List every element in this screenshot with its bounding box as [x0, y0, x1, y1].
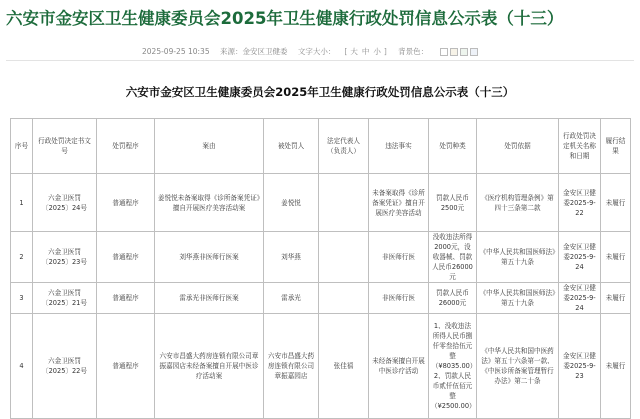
table-cell: 普通程序 [97, 314, 155, 419]
font-size-control: 文字大小： [ 大 中 小 ] [297, 47, 387, 56]
font-size-large[interactable]: 大 [350, 47, 358, 56]
font-size-medium[interactable]: 中 [361, 47, 370, 56]
table-cell [319, 283, 369, 314]
table-cell: 六安市昌盛大药房连锁有限公司章振嘉园店未经备案擅自开展中医诊疗活动案 [155, 314, 264, 419]
penalty-table [10, 118, 631, 419]
table-cell: 未履行 [601, 314, 631, 419]
table-cell: 未履行 [601, 232, 631, 283]
font-size-label: 文字大小： [297, 47, 336, 56]
divider [6, 60, 634, 61]
table-cell: 六金卫医罚〔2025〕22号 [33, 314, 97, 419]
article-title: 六安市金安区卫生健康委员会2025年卫生健康行政处罚信息公示表（十三） [6, 9, 564, 28]
document-title: 六安市金安区卫生健康委员会2025年卫生健康行政处罚信息公示表（十三） [125, 85, 515, 99]
col-header: 法定代表人（负责人） [319, 119, 369, 174]
table-cell: 《医疗机构管理条例》第四十三条第二款 [477, 174, 559, 232]
table-cell: 金安区卫健委2025-9-24 [559, 283, 601, 314]
table-cell: 未备案取得《诊所备案凭证》擅自开展医疗美容活动 [369, 174, 429, 232]
table-cell: 雷承光非医师行医案 [155, 283, 264, 314]
table-cell: 没收违法所得2000元，没收器械、罚款人民币26000元 [429, 232, 477, 283]
col-header: 处罚程序 [97, 119, 155, 174]
col-header: 被处罚人 [264, 119, 319, 174]
bg-color-label: 背景色： [398, 47, 429, 56]
table-cell: 4 [11, 314, 33, 419]
table-row [11, 283, 631, 314]
col-header: 行政处罚决定书文号 [33, 119, 97, 174]
table-header-row [11, 119, 631, 174]
table-cell: 《中华人民共和国医师法》第五十九条 [477, 232, 559, 283]
table-cell: 未经备案擅自开展中医诊疗活动 [369, 314, 429, 419]
table-cell: 金安区卫健委2025-9-24 [559, 232, 601, 283]
col-header: 履行结果 [601, 119, 631, 174]
table-cell: 姜悦悦 [264, 174, 319, 232]
table-cell: 姜悦悦未备案取得《诊所备案凭证》擅自开展医疗美容活动案 [155, 174, 264, 232]
table-cell: 金安区卫健委2025-9-22 [559, 174, 601, 232]
bg-swatch-white[interactable] [440, 48, 448, 56]
table-cell: 六金卫医罚〔2025〕24号 [33, 174, 97, 232]
bg-color-control [398, 47, 478, 56]
table-cell: 六安市昌盛大药房连锁有限公司章振嘉园店 [264, 314, 319, 419]
table-cell [319, 174, 369, 232]
table-cell: 普通程序 [97, 283, 155, 314]
table-cell: 雷承光 [264, 283, 319, 314]
table-cell: 刘华燕 [264, 232, 319, 283]
table-cell [319, 232, 369, 283]
table-cell: 未履行 [601, 174, 631, 232]
col-header: 处罚依据 [477, 119, 559, 174]
table-cell: 非医师行医 [369, 232, 429, 283]
table-cell: 1、没收违法所得人民币捌仟零叁拾伍元整（¥8035.00）2、罚款人民币贰仟伍佰元整（¥2500.00） [429, 314, 477, 419]
col-header: 序号 [11, 119, 33, 174]
table-cell: 张佳禧 [319, 314, 369, 419]
table-cell: 六金卫医罚〔2025〕23号 [33, 232, 97, 283]
col-header: 案由 [155, 119, 264, 174]
font-size-small[interactable]: 小 [373, 47, 381, 56]
table-cell: 未履行 [601, 283, 631, 314]
table-cell: 刘华燕非医师行医案 [155, 232, 264, 283]
table-cell: 金安区卫健委2025-9-23 [559, 314, 601, 419]
bg-swatch-green[interactable] [460, 48, 468, 56]
table-cell: 3 [11, 283, 33, 314]
source-label: 来源：金安区卫健委 [219, 47, 288, 56]
article-meta [142, 46, 487, 57]
col-header: 处罚种类 [429, 119, 477, 174]
table-cell: 罚款人民币26000元 [429, 283, 477, 314]
table-row [11, 174, 631, 232]
table-cell: 1 [11, 174, 33, 232]
table-cell: 普通程序 [97, 232, 155, 283]
table-cell: 《中华人民共和国医师法》第五十九条 [477, 283, 559, 314]
bg-swatch-blue[interactable] [470, 48, 478, 56]
col-header: 违法事实 [369, 119, 429, 174]
table-cell: 《中华人民共和国中医药法》第五十六条第一款、《中医诊所备案管理暂行办法》第二十条 [477, 314, 559, 419]
table-cell: 罚款人民币2500元 [429, 174, 477, 232]
table-cell: 普通程序 [97, 174, 155, 232]
table-row [11, 232, 631, 283]
table-cell: 2 [11, 232, 33, 283]
col-header: 行政处罚决定机关名称和日期 [559, 119, 601, 174]
publish-date: 2025-09-25 10:35 [142, 47, 210, 56]
table-cell: 六金卫医罚〔2025〕21号 [33, 283, 97, 314]
table-cell: 非医师行医 [369, 283, 429, 314]
bg-swatch-beige[interactable] [450, 48, 458, 56]
